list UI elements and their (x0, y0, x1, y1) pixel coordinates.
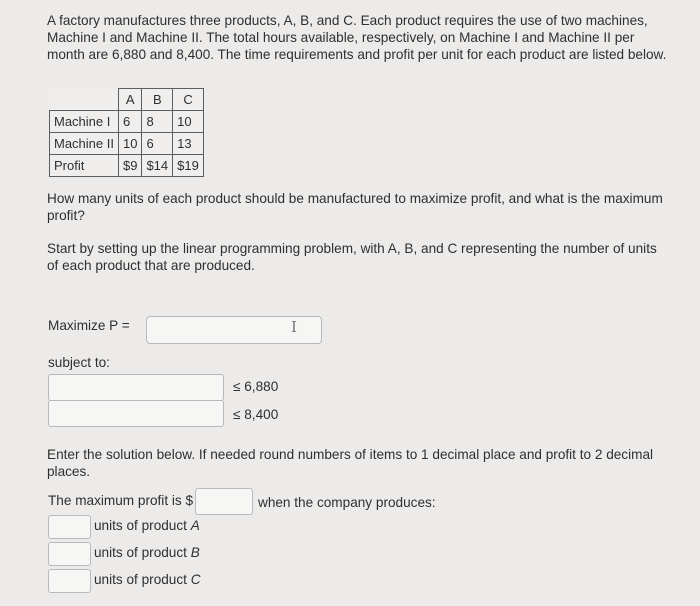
units-b-label-text: units of product (94, 545, 187, 560)
constraint-1-rhs: ≤ 6,880 (233, 379, 279, 394)
text-cursor-icon: I (291, 318, 297, 336)
solution-instructions: Enter the solution below. If needed round numbers of items to 1 decimal place and profit to 2 decimal places. (47, 447, 654, 479)
max-profit-input[interactable] (195, 488, 253, 515)
table-row (50, 111, 204, 133)
table-cell: 13 (173, 133, 204, 155)
constraint-1-input[interactable] (48, 374, 224, 401)
units-b-input[interactable] (48, 542, 91, 566)
units-a-input[interactable] (48, 515, 91, 539)
table-header-cell (50, 89, 119, 111)
table-cell: $9 (118, 155, 141, 177)
table-cell: $14 (142, 155, 173, 177)
table-cell: $19 (173, 155, 204, 177)
units-c-input[interactable] (48, 569, 91, 593)
units-c-product: C (190, 572, 201, 587)
requirements-table (49, 88, 204, 177)
table-row-label: Machine II (50, 133, 119, 155)
max-profit-label: The maximum profit is $ (48, 493, 194, 508)
table-cell: 6 (142, 133, 173, 155)
table-row-label: Profit (50, 155, 119, 177)
table-header-cell: B (142, 89, 173, 111)
units-c-label-text: units of product (94, 572, 187, 587)
table-row (50, 133, 204, 155)
problem-question: How many units of each product should be manufactured to maximize profit, and what is the maximum profit? (47, 191, 663, 223)
setup-instructions: Start by setting up the linear programming problem, with A, B, and C representing the number of units of each product that are produced. (47, 241, 657, 273)
table-row (50, 155, 204, 177)
units-a-label-text: units of product (94, 518, 187, 533)
units-a-product: A (190, 518, 200, 533)
subject-to-label: subject to: (48, 355, 110, 370)
units-a-label (94, 518, 200, 533)
constraint-2-input[interactable] (48, 400, 224, 427)
units-b-product: B (190, 545, 200, 560)
produces-label: when the company produces: (258, 495, 436, 510)
table-cell: 10 (173, 111, 204, 133)
table-header-cell: A (118, 89, 141, 111)
objective-label: Maximize P = (48, 318, 130, 333)
table-cell: 6 (118, 111, 141, 133)
table-header-row (50, 89, 204, 111)
problem-intro: A factory manufactures three products, A, B, and C. Each product requires the use of two machines, Machine I and Machine II. The total hours available, respectively, on Machine I and Machine II per month are 6,880 and 8,400. The time requirements and profit per unit for each product are listed below. (47, 13, 667, 62)
table-cell: 10 (118, 133, 141, 155)
table-header-cell: C (173, 89, 204, 111)
units-c-label (94, 572, 201, 587)
units-b-label (94, 545, 200, 560)
constraint-2-rhs: ≤ 8,400 (233, 407, 279, 422)
table-cell: 8 (142, 111, 173, 133)
table-row-label: Machine I (50, 111, 119, 133)
